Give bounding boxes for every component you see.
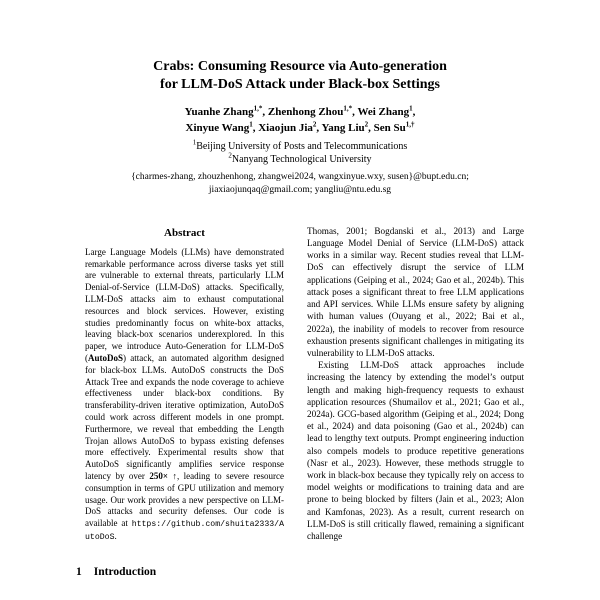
author: Yuanhe Zhang$^{1,*}$,: [184, 104, 268, 119]
author-affiliation-mark: 2: [364, 120, 369, 129]
abstract-bold-autodos: AutoDoS: [88, 353, 124, 364]
abstract-bold-speedup: 250× ↑: [149, 471, 177, 482]
author-line-2: [76, 121, 524, 137]
author: Sen $Su^{1,\dagger}$: [373, 120, 415, 135]
author: Xiaojun Jia$^2$,: [258, 120, 322, 135]
author-affiliation-mark: 2: [312, 120, 317, 129]
email-line-2: jiaxiaojunqaq@gmail.com; yangliu@ntu.edu.sg: [208, 185, 392, 196]
code-repository-link[interactable]: https://github.com/shuita2333/AutoDoS: [85, 520, 284, 542]
author: Yang Liu$^2$,: [321, 120, 374, 135]
author-affiliation-mark: 1: [409, 104, 413, 113]
abstract-segment: , leading to severe resource consumption in terms of GPU utilization and memory usage. Our work provides a new perspective on LLM-DoS attacks and security defenses. Our code is available at: [85, 471, 284, 529]
section-heading-introduction: [76, 566, 293, 578]
body-paragraph: Existing LLM-DoS attack approaches include increasing the latency by extending the model’s output length and making high-frequency requests to exhaust application resources (Shumailov et al., 2021; Gao et al., 2024a). GCG-based algorithm (Geiping et al., 2024; Dong et al., 2024) and data poisoning (Gao et al., 2024b) can lead to lengthy text outputs. Prompt engineering induction also compels models to produce repetitive generations (Nasr et al., 2023). However, these methods struggle to work in black-box because they typically rely on access to model weights or modifications to training data and are prone to being blocked by filters (Jain et al., 2023; Alon and Kamfonas, 2023). As a result, current research on LLM-DoS is still critically flawed, remaining a significant challenge: [307, 360, 524, 541]
paper-title: [76, 58, 524, 94]
email-line-1: {charmes-zhang, zhouzhenhong, zhangwei2024, wangxinyue.wxy, susen}@bupt.edu.cn;: [131, 172, 469, 183]
affiliation-mark: 1: [192, 138, 197, 147]
author-affiliation-mark: 1,†: [405, 120, 415, 129]
abstract-text: [76, 247, 293, 544]
body-paragraph: Thomas, 2001; Bogdanski et al., 2013) and Large Language Model Denial of Service (LLM-DoS) attack works in a similar way. Recent studies reveal that LLM-DoS can effectively disrupt the service of LLM applications (Geiping et al., 2024; Gao et al., 2024b). This attack poses a significant threat to free LLM applications and API services. While LLMs ensure safety by aligning with human values (Ouyang et al., 2022; Bai et al., 2022a), the inability of models to recover from resource exhaustion presents significant challenges in mitigating its vulnerability to LLM-DoS attacks.: [307, 225, 524, 358]
abstract-segment: .: [114, 531, 117, 541]
abstract-segment: ) attack, an automated algorithm designed for black-box LLMs. AutoDoS constructs the DoS Attack Tree and expands the node coverage to achieve effectiveness under black-box conditions. By transferability-driven iterative optimization, AutoDoS could work across different models in one prompt. Furthermore, we reveal that embedding the Length Trojan allows AutoDoS to bypass existing defenses more effectively. Experimental results show that AutoDoS significantly amplifies service response latency by over: [85, 353, 284, 482]
author: Zhenhong Zhou$^{1,*}$,: [267, 104, 358, 119]
affiliation-2: $^2$Nanyang Technological University: [228, 151, 372, 166]
author-affiliation-mark: 1: [249, 120, 253, 129]
section-title: Introduction: [93, 565, 157, 578]
email-block: [76, 171, 524, 197]
left-column: [76, 225, 293, 578]
author-block: [76, 105, 524, 137]
affiliation-mark: 2: [228, 151, 232, 160]
author: Wei Zhang$^1$,: [357, 104, 416, 119]
author: Xinyue Wang$^1$,: [185, 120, 259, 135]
title-line-1: Crabs: Consuming Resource via Auto-generation: [153, 59, 447, 74]
abstract-segment: Large Language Models (LLMs) have demonstrated remarkable performance across diverse tasks yet still are vulnerable to external threats, particularly LLM Denial-of-Service (LLM-DoS) attacks. Specifically, LLM-DoS attacks aim to exhaust computational resources and block services. However, existing studies predominantly focus on white-box attacks, leaving black-box scenarios underexplored. In this paper, we introduce Auto-Generation for LLM-DoS (: [85, 246, 284, 364]
author-line-1: [76, 105, 524, 121]
right-column: [307, 225, 524, 578]
affiliation-1: $^1$Beijing University of Posts and Telecommunications: [192, 138, 408, 153]
abstract-heading: Abstract: [164, 226, 205, 239]
author-affiliation-mark: 1,*: [343, 104, 353, 113]
title-line-2: for LLM-DoS Attack under Black-box Settings: [160, 77, 440, 93]
author-affiliation-mark: 1,*: [253, 104, 263, 113]
two-column-body: [76, 225, 524, 578]
affiliation-block: [76, 140, 524, 166]
section-number: 1: [76, 565, 82, 578]
